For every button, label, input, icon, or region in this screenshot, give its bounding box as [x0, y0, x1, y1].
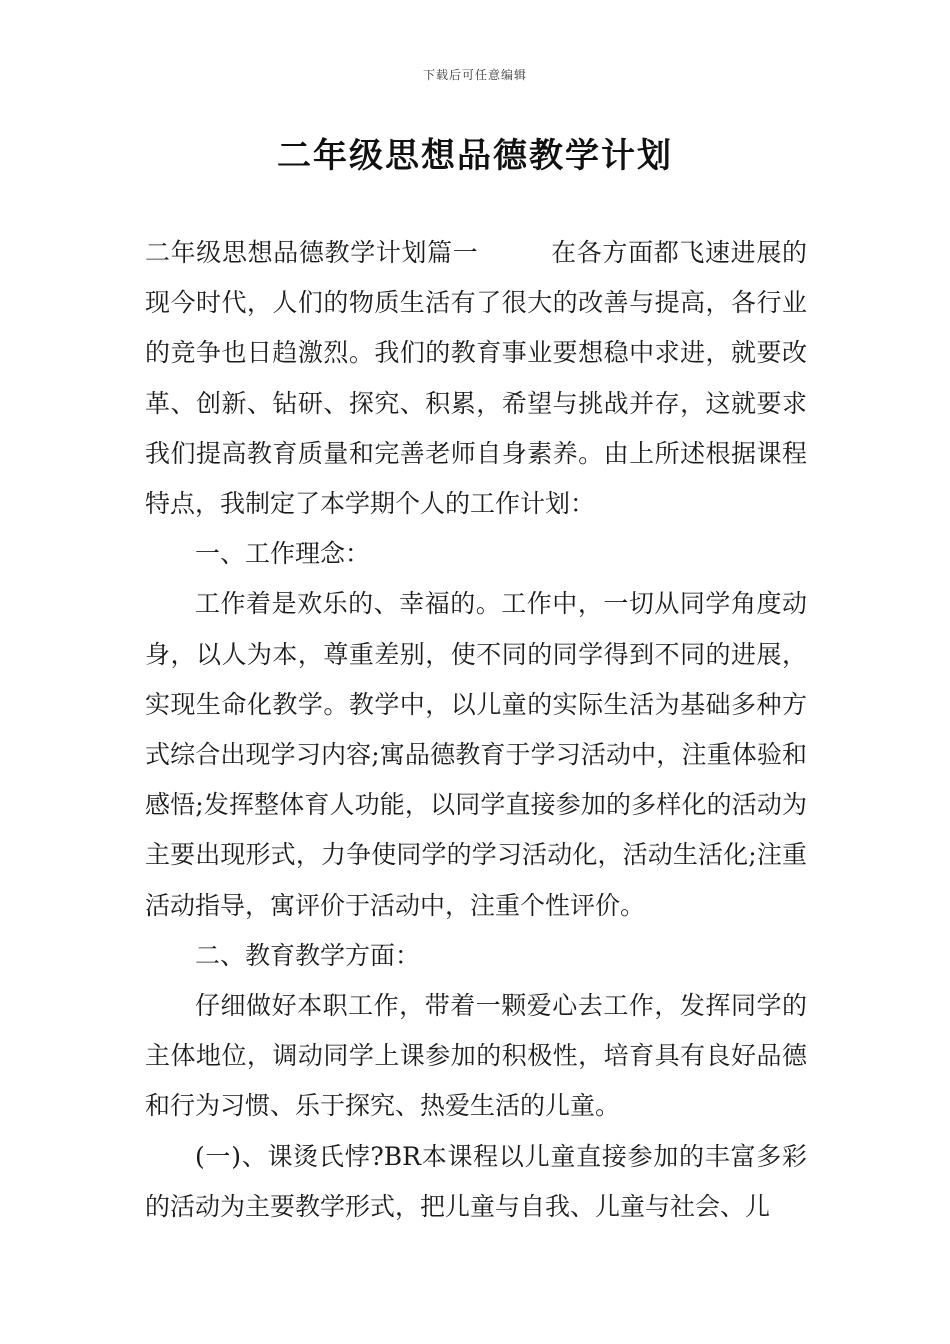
section-heading-work-philosophy: 一、工作理念： [195, 539, 371, 569]
section-heading-teaching: 二、教育教学方面： [195, 940, 421, 970]
header-note: 下载后可任意编辑 [422, 68, 527, 82]
paragraph-curriculum: (一)、课烫氏悖?BR本课程以儿童直接参加的丰富多彩的活动为主要教学形式，把儿童与自我、儿童与社会、儿 [145, 1141, 807, 1221]
intro-text: 在各方面都飞速进展的现今时代，人们的物质生活有了很大的改善与提高，各行业的竞争也日趋激烈。我们的教育事业要想稳中求进，就要改革、创新、钻研、探究、积累，希望与挑战并存，这就要求我们提高教育质量和完善老师自身素养。由上所述根据课程特点，我制定了本学期个人的工作计划： [145, 238, 807, 519]
paragraph-work-philosophy: 工作着是欢乐的、幸福的。工作中，一切从同学角度动身，以人为本，尊重差别，使不同的同学得到不同的进展，实现生命化教学。教学中，以儿童的实际生活为基础多种方式综合出现学习内容;寓品德教育于学习活动中，注重体验和感悟;发挥整体育人功能，以同学直接参加的多样化的活动为主要出现形式，力争使同学的学习活动化，活动生活化;注重活动指导，寓评价于活动中，注重个性评价。 [145, 589, 807, 920]
document-title: 二年级思想品德教学计划 [277, 136, 673, 176]
intro-heading: 二年级思想品德教学计划篇一 [145, 238, 479, 267]
intro-paragraph [145, 228, 807, 529]
document-body [145, 228, 807, 1232]
paragraph-teaching: 仔细做好本职工作，带着一颗爱心去工作，发挥同学的主体地位，调动同学上课参加的积极性，培育具有良好品德和行为习惯、乐于探究、热爱生活的儿童。 [145, 991, 807, 1121]
